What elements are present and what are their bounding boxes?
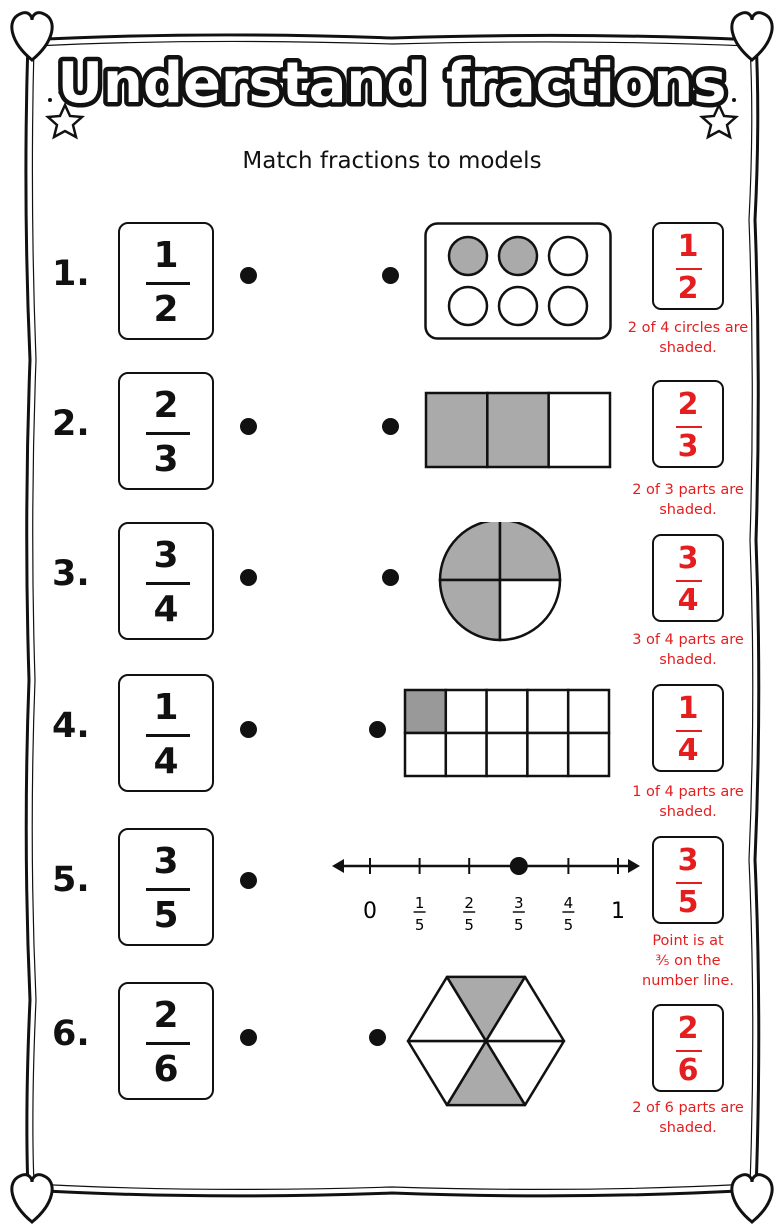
answer-card [652, 222, 724, 310]
shaded-part [440, 522, 500, 580]
page-title-text: Understand fractions [57, 51, 727, 116]
match-dot-left[interactable] [240, 872, 257, 889]
fraction-bar [146, 888, 190, 891]
answer-numerator: 3 [677, 843, 699, 878]
exercise-number: 3. [52, 554, 90, 594]
unshaded-part [487, 733, 528, 776]
exercise-number: 5. [52, 860, 90, 900]
fraction-card [118, 222, 214, 340]
answer-denominator: 5 [677, 885, 699, 920]
unshaded-part [405, 733, 446, 776]
fraction-denominator: 2 [153, 289, 179, 330]
number-line-model [330, 846, 642, 938]
unshaded-part [446, 690, 487, 733]
answer-card [652, 836, 724, 924]
fraction-denominator: 5 [153, 895, 179, 936]
tick-label-denominator: 5 [464, 916, 474, 934]
exercise-row-6 [0, 982, 784, 1136]
answer-denominator: 3 [677, 429, 699, 464]
fraction-numerator: 2 [153, 385, 179, 426]
tick-label-numerator: 2 [464, 894, 474, 912]
exercise-row-5 [0, 828, 784, 989]
fraction-bar [146, 432, 190, 435]
shaded-circle [499, 237, 537, 275]
match-dot-left[interactable] [240, 1029, 257, 1046]
match-dot-left[interactable] [240, 418, 257, 435]
exercise-row-4 [0, 674, 784, 820]
unshaded-part [500, 580, 560, 640]
fraction-numerator: 3 [153, 535, 179, 576]
tick-label-denominator: 5 [414, 916, 425, 934]
unshaded-part [527, 733, 568, 776]
fraction-denominator: 3 [153, 439, 179, 480]
tick-label-denominator: 5 [563, 916, 574, 934]
answer-bar [676, 426, 702, 428]
answer-note: 2 of 3 parts are shaded. [632, 482, 744, 518]
fraction-numerator: 3 [153, 841, 179, 882]
match-dot-left[interactable] [240, 267, 257, 284]
shaded-part [405, 690, 446, 733]
match-dot-left[interactable] [240, 569, 257, 586]
match-dot-right[interactable] [382, 267, 399, 284]
shaded-part [487, 393, 548, 467]
page-title [0, 40, 784, 130]
match-dot-right[interactable] [382, 418, 399, 435]
shaded-part [426, 393, 487, 467]
unshaded-part [568, 733, 609, 776]
number-line-point [510, 857, 528, 875]
unshaded-part [549, 393, 610, 467]
heart-icon [12, 1175, 52, 1222]
fraction-numerator: 1 [153, 235, 179, 276]
answer-denominator: 2 [677, 271, 699, 306]
tick-label-numerator: 1 [414, 894, 425, 912]
tick-label-numerator: 4 [563, 894, 574, 912]
answer-denominator: 4 [677, 733, 699, 768]
exercise-number: 4. [52, 706, 90, 746]
fraction-card [118, 828, 214, 946]
heart-icon [732, 1175, 772, 1222]
answer-card [652, 534, 724, 622]
answer-bar [676, 730, 702, 732]
circle-model [436, 522, 564, 642]
answer-note: 1 of 4 parts are shaded. [632, 784, 744, 820]
tick-label-0: 0 [363, 899, 377, 924]
match-dot-right[interactable] [369, 1029, 386, 1046]
answer-card [652, 684, 724, 772]
answer-bar [676, 1050, 702, 1052]
page-subtitle: Match fractions to models [242, 148, 542, 174]
match-dot-right[interactable] [369, 721, 386, 738]
fraction-numerator: 2 [153, 995, 179, 1036]
fraction-numerator: 1 [153, 687, 179, 728]
unshaded-part [527, 690, 568, 733]
match-dot-left[interactable] [240, 721, 257, 738]
answer-numerator: 1 [677, 691, 699, 726]
exercise-row-2 [0, 372, 784, 518]
bar-model [424, 391, 612, 471]
answer-bar [676, 268, 702, 270]
unshaded-circle [449, 287, 487, 325]
answer-numerator: 2 [677, 1011, 699, 1046]
circles-model [424, 222, 612, 340]
answer-numerator: 3 [677, 541, 699, 576]
unshaded-circle [549, 237, 587, 275]
tick-label-denominator: 5 [514, 916, 524, 934]
shaded-part [440, 580, 500, 640]
fraction-card [118, 372, 214, 490]
exercise-number: 6. [52, 1014, 90, 1054]
fraction-bar [146, 582, 190, 585]
answer-bar [676, 882, 702, 884]
tick-label-numerator: 3 [514, 894, 524, 912]
tick-label-1: 1 [611, 899, 625, 924]
fraction-card [118, 982, 214, 1100]
fraction-card [118, 522, 214, 640]
answer-note-line: number line. [642, 973, 734, 989]
fraction-bar [146, 1042, 190, 1045]
unshaded-circle [549, 287, 587, 325]
answer-note-line: Point is at [652, 933, 724, 949]
fraction-bar [146, 734, 190, 737]
fraction-bar [146, 282, 190, 285]
unshaded-circle [499, 287, 537, 325]
match-dot-right[interactable] [382, 569, 399, 586]
fraction-card [118, 674, 214, 792]
answer-numerator: 2 [677, 387, 699, 422]
hexagon-model [404, 966, 568, 1116]
answer-note-line: ⅗ on the [655, 953, 721, 969]
answer-denominator: 4 [677, 583, 699, 618]
answer-card [652, 1004, 724, 1092]
fraction-denominator: 4 [153, 589, 179, 630]
exercise-row-1 [0, 222, 784, 356]
answer-note: 2 of 6 parts are shaded. [632, 1100, 744, 1136]
shaded-circle [449, 237, 487, 275]
answer-bar [676, 580, 702, 582]
answer-denominator: 6 [677, 1053, 699, 1088]
answer-note: 3 of 4 parts are shaded. [632, 632, 744, 668]
grid-model [403, 688, 611, 778]
answer-numerator: 1 [677, 229, 699, 264]
unshaded-part [446, 733, 487, 776]
exercise-row-3 [0, 522, 784, 668]
fraction-denominator: 6 [153, 1049, 179, 1090]
unshaded-part [568, 690, 609, 733]
exercise-number: 1. [52, 254, 90, 294]
exercise-number: 2. [52, 404, 90, 444]
answer-note: 2 of 4 circles are shaded. [627, 320, 749, 356]
unshaded-part [487, 690, 528, 733]
fraction-denominator: 4 [153, 741, 179, 782]
answer-card [652, 380, 724, 468]
shaded-part [500, 522, 560, 580]
